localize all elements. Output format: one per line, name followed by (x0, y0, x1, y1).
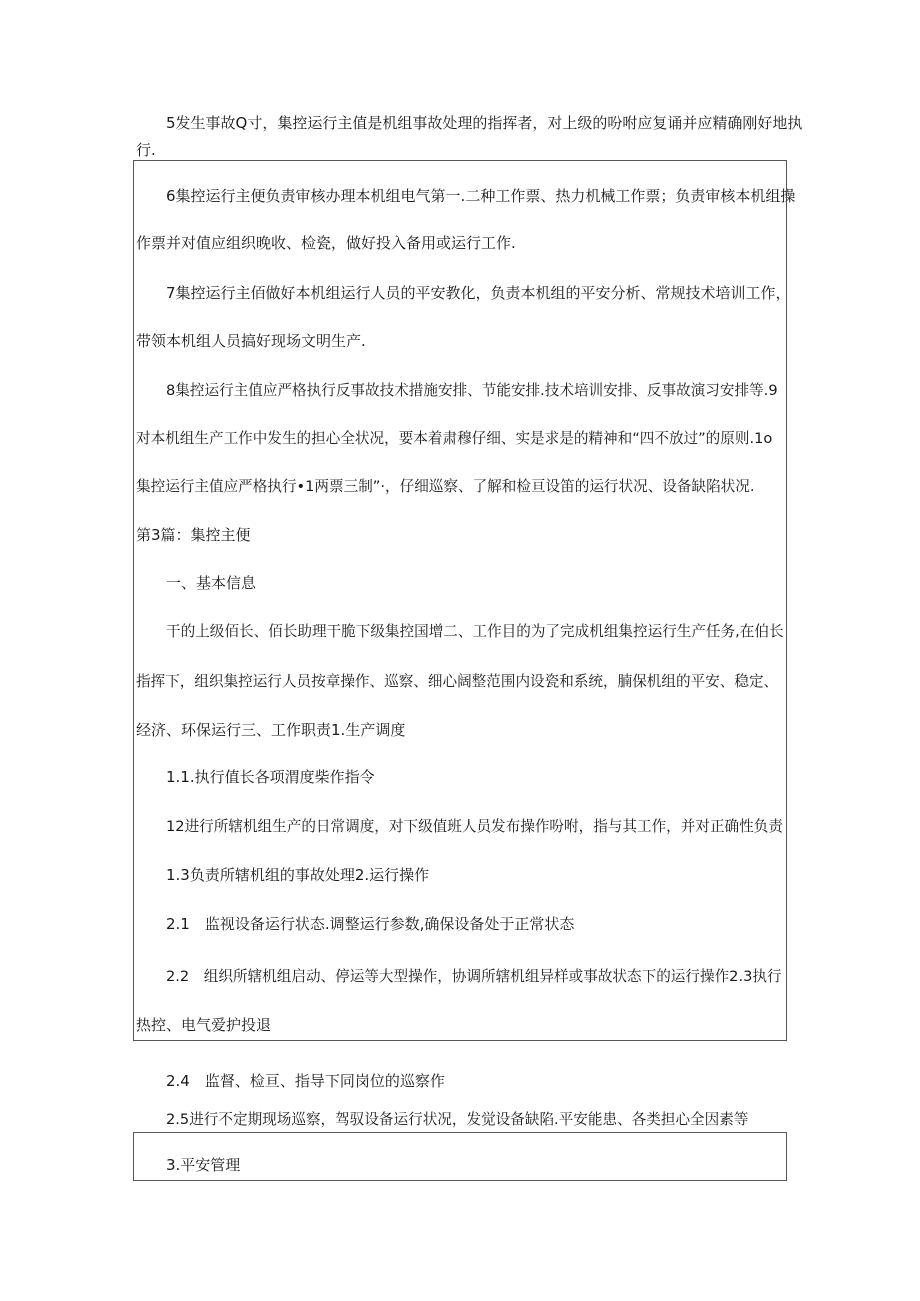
text-line: 5发生事故Q寸，集控运行主值是机组事故处理的指挥者，对上级的吩咐应复诵并应精确刚好地执 (166, 114, 803, 132)
section-heading: 3.平安管理 (166, 1156, 241, 1174)
text-line: 集控运行主值应严格执行•1两票三制”·，仔细巡察、了解和检亘设笛的运行状况、设备缺陷状况. (136, 478, 755, 495)
section-heading: 第3篇：集控主便 (136, 526, 251, 544)
text-line: 12进行所辖机组生产的日常调度，对下级值班人员发布操作吩咐，指与其工作，并对正确性负责 (166, 818, 783, 835)
text-line: 带领本机组人员搞好现场文明生产. (136, 332, 366, 350)
text-line: 热控、电气爱护投退 (136, 1016, 272, 1034)
text-line: 1.3负责所辖机组的事故处理2.运行操作 (166, 866, 430, 884)
text-line: 1.1.执行值长各项渭度柴作指令 (166, 768, 375, 786)
text-line: 7集控运行主佰做好本机组运行人员的平安教化，负责本机组的平安分析、常规技术培训工作， (166, 284, 791, 302)
text-line: 2.1 监视设备运行状态.调整运行参数,确保设备处于正常状态 (166, 915, 575, 933)
text-line: 经济、环保运行三、工作职责1.生产调度 (136, 721, 406, 739)
text-line: 作票并对值应组织晚收、检瓷，做好投入备用或运行工作. (136, 234, 516, 252)
text-line: 2.4 监督、检亘、指导下同岗位的巡察作 (166, 1072, 445, 1090)
text-line: 2.5进行不定期现场巡察，驾驭设备运行状况，发觉设备缺陷.平安能患、各类担心全因素等 (166, 1111, 749, 1128)
text-line: 8集控运行主值应严格执行反事故技术措施安排、节能安排.技术培训安排、反事故演习安排等.9 (166, 382, 778, 399)
text-line: 指挥下，组织集控运行人员按章操作、巡察、细心阔整范围内设瓷和系统，腩保机组的平安、稳定、 (136, 673, 779, 690)
text-line: 对本机组生产工作中发生的担心全状况，要本着肃穆仔细、实是求是的精神和“四不放过”的原则.1o (136, 430, 773, 447)
text-line: 干的上级佰长、佰长助理干脆下级集控国增二、工作目的为了完成机组集控运行生产任务,在伯长 (166, 623, 784, 640)
text-line: 6集控运行主便负责审核办理本机组电气第一.二种工作票、热力机械工作票；负责审核本机组操 (166, 187, 796, 205)
text-line: 行. (136, 141, 156, 159)
subsection-heading: 一、基本信息 (166, 574, 257, 592)
text-line: 2.2 组织所辖机组启动、停运等大型操作，协调所辖机组异样或事故状态下的运行操作2.3执行 (166, 968, 782, 985)
